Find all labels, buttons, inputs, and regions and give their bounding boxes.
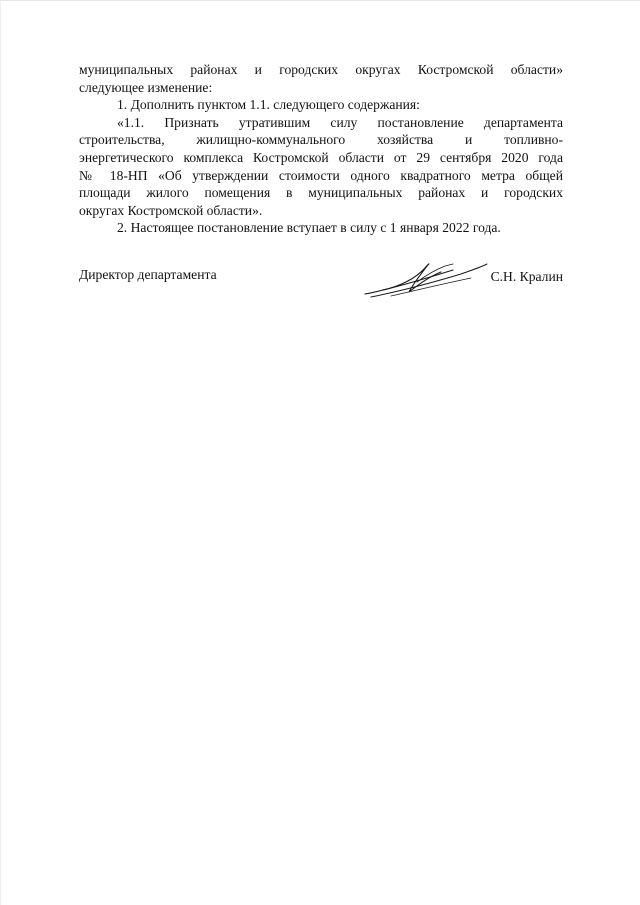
text-line: муниципальных районах и городских округах Костромской области» (79, 62, 563, 77)
text-line: энергетического комплекса Костромской области от 29 сентября 2020 года (79, 149, 563, 165)
text-line: «1.1. Признать утратившим силу постановление департамента (117, 114, 563, 130)
text-line: 2. Настоящее постановление вступает в силу с 1 января 2022 года. (117, 220, 501, 236)
text-line: площади жилого помещения в муниципальных районах и городских (79, 185, 563, 201)
item-1-1-paragraph (79, 114, 563, 220)
text-line: следующее изменение: (79, 79, 213, 95)
text-line: 1. Дополнить пунктом 1.1. следующего содержания: (117, 97, 420, 113)
text-line: № 18-НП «Об утверждении стоимости одного квадратного метра общей (79, 167, 563, 183)
item-1-paragraph (79, 96, 563, 114)
signature-block (79, 256, 563, 306)
signatory-title: Директор департамента (79, 267, 217, 282)
handwritten-signature (361, 256, 491, 302)
text-line: округах Костромской области». (79, 202, 263, 218)
signatory-name: С.Н. Кралин (490, 269, 563, 284)
text-line: строительства, жилищно-коммунального хозяйства и топливно- (79, 132, 563, 148)
intro-paragraph (79, 61, 563, 96)
document-body (79, 61, 563, 237)
item-2-paragraph (79, 219, 563, 237)
